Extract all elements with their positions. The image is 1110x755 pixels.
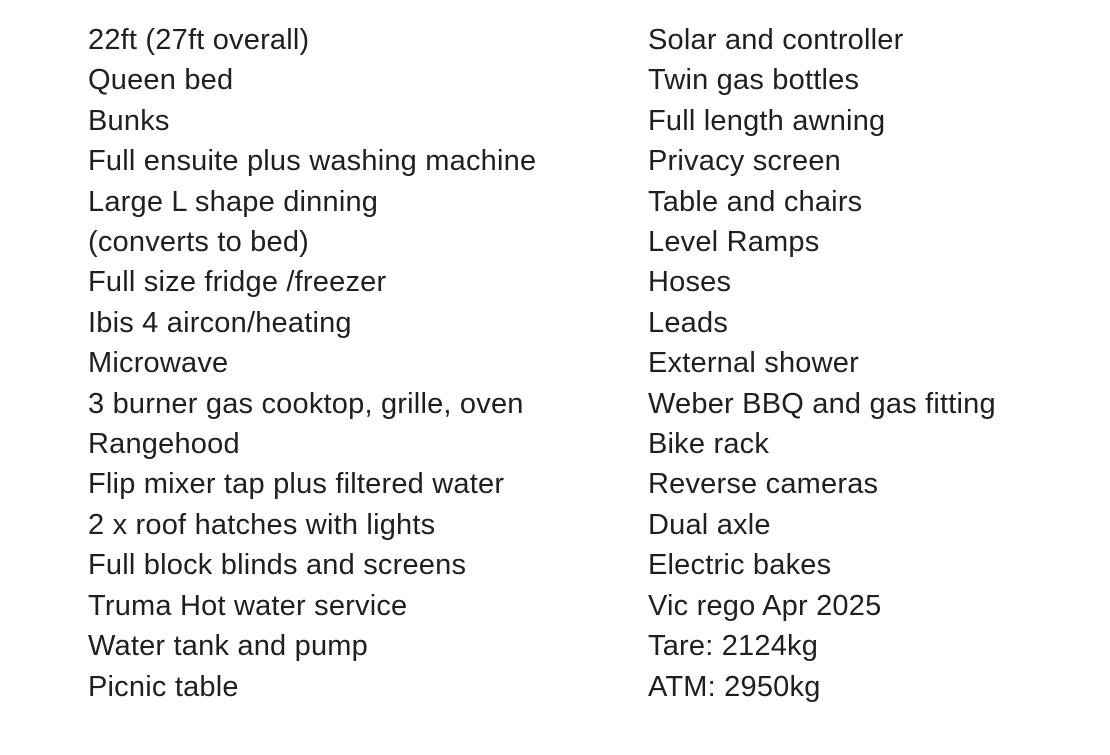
feature-item: Ibis 4 aircon/heating [88,306,352,339]
feature-item: Bunks [88,104,170,137]
feature-item: ATM: 2950kg [648,670,821,703]
feature-item: Microwave [88,347,229,380]
feature-item: Truma Hot water service [88,589,408,622]
feature-item: 2 x roof hatches with lights [88,508,436,541]
feature-item: Large L shape dinning [88,185,379,218]
feature-item: Hoses [648,266,732,299]
feature-item: 22ft (27ft overall) [88,24,310,56]
feature-item: Flip mixer tap plus filtered water [88,468,505,501]
feature-item: Water tank and pump [88,630,368,663]
feature-item: Electric bakes [648,549,832,582]
feature-item: Full length awning [648,104,886,137]
feature-item: Bike rack [648,428,770,461]
feature-item: 3 burner gas cooktop, grille, oven [88,387,524,420]
feature-item: Rangehood [88,428,240,461]
feature-item: Solar and controller [648,24,904,56]
feature-item: Leads [648,306,729,339]
feature-item: Full size fridge /freezer [88,266,387,299]
feature-item: Dual axle [648,508,771,541]
feature-column-right [648,20,1110,755]
feature-item: Level Ramps [648,226,820,259]
feature-item: External shower [648,347,859,380]
feature-item: Weber BBQ and gas fitting [648,387,996,420]
feature-item: Twin gas bottles [648,64,860,97]
feature-column-left [88,20,648,755]
feature-item: Full ensuite plus washing machine [88,145,537,178]
feature-item: Picnic table [88,670,239,703]
feature-item: Full block blinds and screens [88,549,467,582]
feature-item: (converts to bed) [88,226,309,259]
feature-item: Reverse cameras [648,468,879,501]
feature-item: Tare: 2124kg [648,630,819,663]
feature-item: Vic rego Apr 2025 [648,589,882,622]
feature-item: Queen bed [88,64,234,97]
feature-item: Table and chairs [648,185,863,218]
feature-item: Privacy screen [648,145,841,178]
